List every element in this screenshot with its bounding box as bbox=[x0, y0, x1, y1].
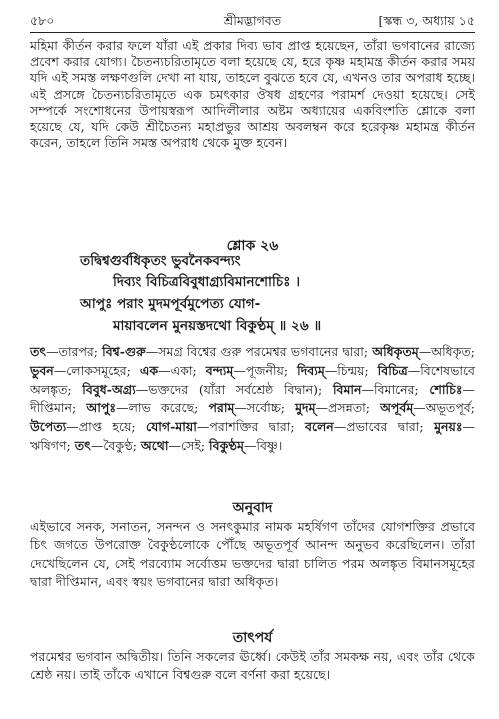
synonym-term: বিমান bbox=[332, 381, 362, 397]
synonym-term: তৎ bbox=[74, 437, 91, 453]
synonym-term: তৎ bbox=[30, 344, 47, 359]
synonym-meaning: সর্বোচ্চ; bbox=[246, 400, 296, 416]
verse-line: দিব্যং বিচিত্রবিবুধাগ্র্যবিমানশোচিঃ । bbox=[113, 274, 301, 290]
verse-line: মায়াবলেন মুনয়স্তদথো বিকুণ্ঠম্ ॥ ২৬ ॥ bbox=[113, 318, 322, 334]
synonym-term: বন্দ্যম্ bbox=[205, 362, 234, 378]
page-number: ৫৮০ bbox=[30, 13, 55, 28]
synonym-meaning: বৈকুণ্ঠ; bbox=[103, 437, 141, 453]
synonym-term: বলেন bbox=[305, 419, 334, 435]
synonym-term: মুনয়ঃ bbox=[434, 419, 463, 435]
synonym-term: বিবুধ-অগ্র্য bbox=[82, 381, 136, 397]
synonym-term: ভুবন bbox=[30, 362, 54, 378]
synonym-meaning: তারপর; bbox=[58, 344, 103, 359]
synonym-meaning: দীপ্তিমান; bbox=[30, 400, 87, 416]
synonym-term: বিকুণ্ঠম্ bbox=[209, 437, 244, 453]
synonym-meaning: পরাশক্তির দ্বারা; bbox=[209, 419, 306, 435]
verse-line: আপুঃ পরাং মুদমপূর্বমুপেত্য যোগ- bbox=[80, 296, 261, 312]
synonym-meaning: বিষ্ণু। bbox=[256, 437, 283, 453]
synonym-meaning: বিশেষভাবে অলঙ্কৃত; bbox=[30, 362, 475, 397]
synonym-term: উপেত্য bbox=[30, 419, 67, 435]
synonym-term: অধিকৃতম্ bbox=[372, 344, 419, 359]
verse-line: তদ্বিশ্বগুর্বধিকৃতং ভুবনৈকবন্দ্যং bbox=[80, 253, 241, 269]
synonym-meaning: অভূতপূর্ব; bbox=[425, 400, 475, 416]
synonym-meaning: সমগ্র বিশ্বের গুরু পরমেশ্বর ভগবানের দ্বারা; bbox=[158, 344, 373, 359]
synonym-term: শোচিঃ bbox=[429, 381, 463, 397]
intro-paragraph: মহিমা কীর্তন করার ফলে যাঁরা এই প্রকার দিব্য ভাব প্রাপ্ত হয়েছেন, তাঁরা ভগবানের রাজ্যে প্রবেশ করার যোগ্য। চৈতন্যচরিতামৃতে বলা হয়েছে যে, হরে কৃষ্ণ মহামন্ত্র কীর্তন করার সময় যদি এই সমস্ত লক্ষণগুলি দেখা না যায়, তাহলে বুঝতে হবে যে, এখনও তার অপরাধ হচ্ছে। এই প্রসঙ্গে চৈতন্যচরিতামৃতে এক চমৎকার ঔষধ গ্রহণের পরামর্শ দেওয়া হয়েছে। সেই সম্পর্কে সংশোধনের উপায়স্বরূপ আদিলীলার অষ্টম অধ্যায়ের একবিংশতি শ্লোকে বলা হয়েছে যে, যদি কেউ শ্রীচৈতন্য মহাপ্রভুর আশ্রয় অবলম্বন করে হরেকৃষ্ণ মহামন্ত্র কীর্তন করেন, তাহলে তিনি সমস্ত অপরাধ থেকে মুক্ত হবেন। bbox=[30, 38, 475, 151]
canto-chapter-reference: [স্কন্ধ ৩, অধ্যায় ১৫ bbox=[378, 13, 475, 28]
synonym-meaning: লোকসমূহের; bbox=[66, 362, 140, 378]
synonym-term: অপূর্বম্ bbox=[380, 400, 414, 416]
synonym-term: যোগ-মায়া bbox=[146, 419, 197, 435]
synonym-term: পরাম্ bbox=[208, 400, 235, 416]
purport-heading: তাৎপর্য bbox=[232, 630, 273, 646]
synonym-term: দিব্যম্ bbox=[297, 362, 325, 378]
synonym-meaning: পূজনীয়; bbox=[245, 362, 298, 378]
synonym-term: মুদম্ bbox=[295, 400, 316, 416]
purport-paragraph: পরমেশ্বর ভগবান অদ্বিতীয়। তিনি সকলের ঊর্ধ্বে। কেউই তাঁর সমকক্ষ নয়, এবং তাঁর থেকে শ্রেষ্ঠ নয়। তাই তাঁকে এখানে বিশ্বগুরু বলে বর্ণনা করা হয়েছে। bbox=[30, 649, 475, 683]
translation-heading: অনুবাদ bbox=[232, 500, 273, 516]
synonym-meaning: ভক্তদের (যাঁরা সর্বশ্রেষ্ঠ বিদ্বান); bbox=[148, 381, 333, 397]
synonym-meaning: ঋষিগণ; bbox=[30, 437, 75, 453]
synonym-meaning: সেই; bbox=[181, 437, 210, 453]
synonym-term: অথো bbox=[140, 437, 169, 453]
synonym-term: এক bbox=[139, 362, 159, 378]
synonym-term: আপুঃ bbox=[86, 400, 117, 416]
synonym-meaning: প্রভাবের দ্বারা; bbox=[346, 419, 435, 435]
synonym-term: বিচিত্র bbox=[377, 362, 408, 378]
synonym-term: বিশ্ব-গুরু bbox=[102, 344, 146, 359]
synonym-meaning: চিন্ময়; bbox=[337, 362, 378, 378]
synonym-meaning: একা; bbox=[170, 362, 206, 378]
synonym-meaning: লাভ করেছে; bbox=[128, 400, 209, 416]
translation-paragraph: এইভাবে সনক, সনাতন, সনন্দন ও সনৎকুমার নামক মহর্ষিগণ তাঁদের যোগশক্তির প্রভাবে চিৎ জগতে উপরোক্ত বৈকুণ্ঠলোকে পৌঁছে অভূতপূর্ব আনন্দ অনুভব করেছিলেন। তাঁরা দেখেছিলেন যে, সেই পরব্যোম সর্বোত্তম ভক্তদের দ্বারা চালিত পরম অলঙ্কৃত বিমানসমূহের দ্বারা দীপ্তিমান, এবং স্বয়ং ভগবানের দ্বারা অধিকৃত। bbox=[30, 519, 475, 590]
synonym-meaning: প্রাপ্ত হয়ে; bbox=[78, 419, 147, 435]
synonym-meaning: প্রসন্নতা; bbox=[328, 400, 381, 416]
synonym-meaning: বিমানের; bbox=[374, 381, 430, 397]
verse-heading: শ্লোক ২৬ bbox=[226, 238, 279, 254]
synonyms-paragraph: তৎ—তারপর; বিশ্ব-গুরু—সমগ্র বিশ্বের গুরু পরমেশ্বর ভগবানের দ্বারা; অধিকৃতম্—অধিকৃত; ভুবন—লোকসমূহের; এক—একা; বন্দ্যম্—পূজনীয়; দিব্যম্—চিন্ময়; বিচিত্র—বিশেষভাবে অলঙ্কৃত; বিবুধ-অগ্র্য—ভক্তদের (যাঁরা সর্বশ্রেষ্ঠ বিদ্বান); বিমান—বিমানের; শোচিঃ—দীপ্তিমান; আপুঃ—লাভ করেছে; পরাম্—সর্বোচ্চ; মুদম্—প্রসন্নতা; অপূর্বম্—অভূতপূর্ব; উপেত্য—প্রাপ্ত হয়ে; যোগ-মায়া—পরাশক্তির দ্বারা; বলেন—প্রভাবের দ্বারা; মুনয়ঃ—ঋষিগণ; তৎ—বৈকুণ্ঠ; অথো—সেই; বিকুণ্ঠম্—বিষ্ণু। bbox=[30, 344, 475, 453]
page-header bbox=[30, 10, 475, 33]
book-title: শ্রীমদ্ভাগবত bbox=[223, 13, 282, 28]
synonym-meaning: অধিকৃত; bbox=[431, 344, 475, 359]
